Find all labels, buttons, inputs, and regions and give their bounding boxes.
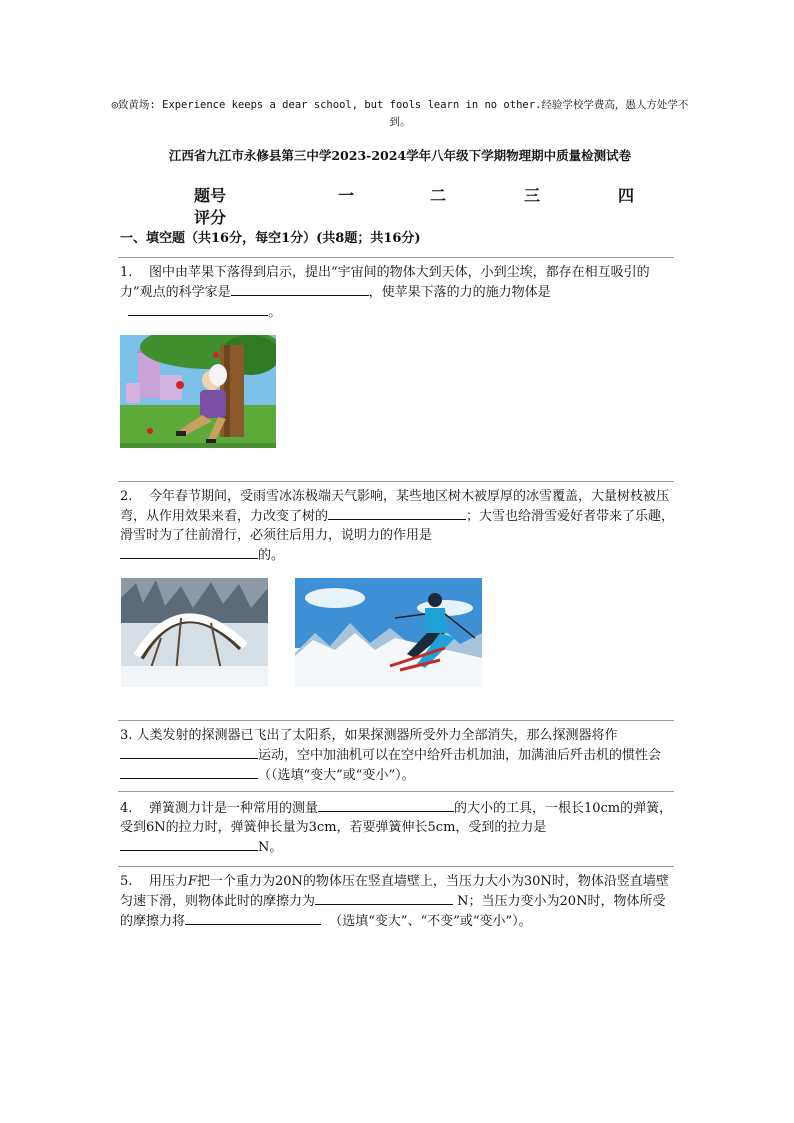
q3-text-c: （（选填“变大”或“变小”）。: [258, 768, 415, 783]
q3-text-b: 运动，空中加油机可以在空中给歼击机加油，加满油后歼击机的惯性会: [258, 748, 662, 763]
q2-number: 2.: [120, 489, 133, 504]
score-col-4: 四: [618, 186, 635, 205]
snow-tree-image: [121, 578, 268, 687]
q5-blank-2[interactable]: [185, 911, 321, 925]
newton-apple-illustration: [120, 335, 276, 448]
q1-text-c: 。: [268, 305, 282, 320]
q5-text-c: N；当压力变小为20N时，物体所受的摩擦力将: [120, 894, 666, 929]
exam-title: 江西省九江市永修县第三中学2023-2024学年八年级下学期物理期中质量检测试卷: [168, 148, 632, 163]
q1-text-a: 图中由苹果下落得到启示，提出“宇宙间的物体大到天体，小到尘埃，都存在相互吸引的力”观点的科学家是: [120, 265, 650, 300]
question-3: [120, 726, 676, 785]
divider-q3: [118, 720, 674, 721]
q5-text-d: （选填“变大”、“不变”或“变小”）。: [329, 914, 532, 929]
q2-text-c: 的。: [258, 548, 285, 563]
divider-q1: [118, 257, 674, 258]
score-col-3: 三: [524, 186, 541, 205]
q1-number: 1.: [120, 265, 133, 280]
q5-blank-1[interactable]: [315, 891, 453, 905]
score-label-score: 评分: [194, 208, 227, 227]
divider-q5: [118, 866, 674, 867]
q2-text-b: ；大雪也给滑雪爱好者带来了乐趣，滑雪时为了往前滑行，必须往后用力，说明力的作用是: [120, 509, 675, 543]
q2-text-a: 今年春节期间，受雨雪冰冻极端天气影响，某些地区树木被厚厚的冰雪覆盖，大量树枝被压弯，从作用效果来看，力改变了树的: [120, 489, 669, 524]
snow-tree-illustration: [121, 578, 268, 687]
q2-blank-1[interactable]: [328, 506, 466, 520]
q3-blank-1[interactable]: [120, 745, 258, 759]
divider-q4: [118, 791, 674, 792]
q5-text-b: 把一个重力为20N的物体压在竖直墙壁上，当压力大小为30N时，物体沿竖直墙壁匀速下滑，则物体此时的摩擦力为: [120, 874, 669, 909]
q2-blank-2[interactable]: [120, 545, 258, 559]
question-5: [120, 872, 676, 931]
q4-blank-1[interactable]: [318, 798, 454, 812]
section-1-title: 一、填空题（共16分，每空1分）(共8题；共16分): [120, 231, 421, 246]
q1-blank-1[interactable]: [231, 282, 369, 296]
q5-number: 5.: [120, 874, 133, 889]
skier-image: [295, 578, 482, 687]
q1-blank-2[interactable]: [128, 302, 268, 316]
question-2: [120, 487, 676, 565]
header-motto: ◎致黄场: Experience keeps a dear school, but fools learn in no other.经验学校学费高，愚人方处学不到。: [111, 99, 689, 128]
q4-text-b: 的大小的工具，一根长10cm的弹簧，受到6N的拉力时，弹簧伸长量为3cm，若要弹簧伸长5cm，受到的拉力是: [120, 801, 673, 835]
q4-text-a: 弹簧测力计是一种常用的测量: [148, 801, 318, 816]
score-col-1: 一: [338, 186, 355, 205]
q5-variable-f: F: [187, 874, 197, 889]
q4-text-c: N。: [258, 840, 283, 855]
skier-illustration: [295, 578, 482, 687]
newton-apple-image: [120, 335, 276, 448]
question-4: [120, 798, 676, 857]
q3-blank-2[interactable]: [120, 765, 258, 779]
q1-text-b: ，使苹果下落的力的施力物体是: [368, 285, 551, 300]
q4-blank-2[interactable]: [120, 837, 258, 851]
q4-number: 4.: [120, 801, 133, 816]
divider-q2: [118, 481, 674, 482]
score-col-2: 二: [430, 186, 447, 205]
question-1: [120, 263, 676, 322]
score-label-question: 题号: [194, 186, 227, 205]
q5-text-a: 用压力: [148, 874, 188, 889]
q3-text-a: 3. 人类发射的探测器已飞出了太阳系，如果探测器所受外力全部消失，那么探测器将作: [120, 728, 618, 743]
